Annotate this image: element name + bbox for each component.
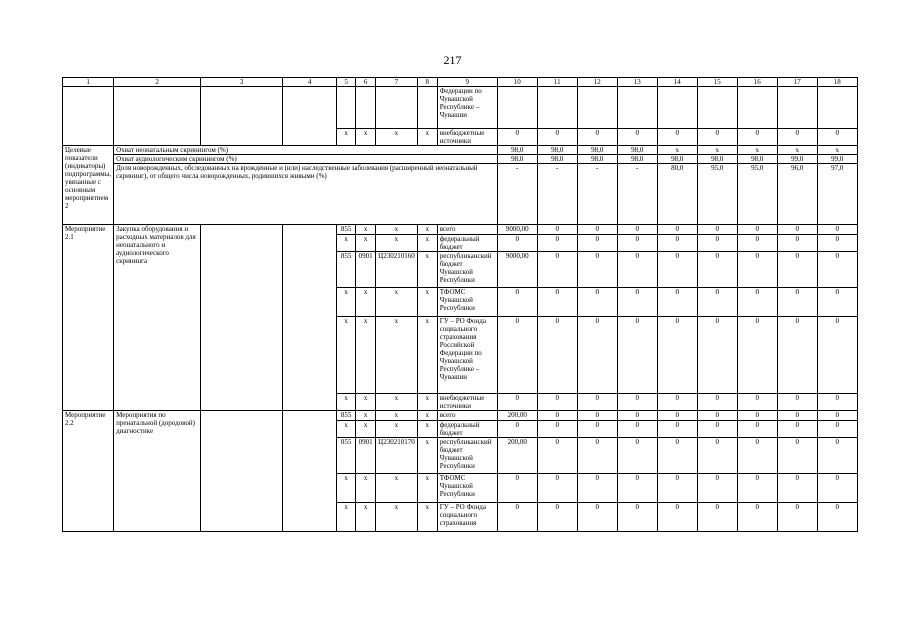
value-cell: 0 [697,503,737,532]
value-cell: 0 [537,129,577,146]
table-cell [283,87,337,146]
table-row [63,87,858,129]
value-cell: x [657,146,697,155]
value-cell: 0 [737,252,777,288]
value-cell: x [376,129,418,146]
value-cell: 0 [777,129,817,146]
header-row [63,78,858,87]
value-cell: 0 [817,225,857,235]
value-cell: 0 [777,474,817,503]
table-cell [201,87,283,146]
measure-name: Мероприятия по пренатальной (дородовой) диагностике [114,411,201,532]
value-cell: 0 [537,411,577,421]
value-cell: x [356,503,376,532]
value-cell: x [356,474,376,503]
value-cell: 0 [657,225,697,235]
measure-name: Закупка оборудования и расходных материалов для неонатального и аудиологического скрининга [114,225,201,411]
value-cell: 0 [497,474,537,503]
value-cell: x [356,288,376,317]
value-cell: 0 [617,438,657,474]
table-cell [617,87,657,129]
value-cell: x [356,129,376,146]
value-cell: x [417,421,437,438]
source-cell: ТФОМС Чувашской Республики [437,474,497,503]
column-header: 9 [437,78,497,87]
table-cell [697,87,737,129]
value-cell: 0 [497,503,537,532]
value-cell: 99,0 [777,155,817,164]
indicator-row [63,164,858,225]
value-cell: 0 [737,411,777,421]
value-cell: 0 [577,394,617,411]
value-cell: 0 [657,394,697,411]
value-cell: 855 [337,252,356,288]
source-cell: ТФОМС Чувашской Республики [437,288,497,317]
value-cell: 0 [737,129,777,146]
value-cell: 0 [577,288,617,317]
value-cell: 0 [577,503,617,532]
column-header: 18 [817,78,857,87]
table-cell [577,87,617,129]
column-header: 13 [617,78,657,87]
code-cell: Ц230210160 [376,252,418,288]
value-cell: 0 [577,474,617,503]
column-header: 12 [577,78,617,87]
table-cell [283,411,337,532]
value-cell: 95,0 [697,164,737,225]
value-cell: x [376,411,418,421]
indicator-text: Охват аудиологическим скринингом (%) [114,155,498,164]
column-header: 16 [737,78,777,87]
value-cell: 98,0 [657,155,697,164]
value-cell: 0 [777,503,817,532]
value-cell: 98,0 [737,155,777,164]
value-cell: 0 [737,394,777,411]
column-header: 1 [63,78,114,87]
value-cell: 0 [737,474,777,503]
value-cell: 9000,00 [497,252,537,288]
value-cell: 0 [537,235,577,252]
value-cell: 0 [497,394,537,411]
value-cell: x [417,411,437,421]
value-cell: x [417,288,437,317]
value-cell: 0901 [356,252,376,288]
value-cell: 0 [577,235,617,252]
column-header: 17 [777,78,817,87]
value-cell: x [356,411,376,421]
value-cell: 0 [537,252,577,288]
value-cell: 0 [697,129,737,146]
value-cell: 0 [537,317,577,394]
value-cell: x [337,421,356,438]
column-header: 7 [376,78,418,87]
value-cell: 98,0 [537,155,577,164]
value-cell: x [376,421,418,438]
value-cell: 0 [577,252,617,288]
value-cell: x [356,421,376,438]
value-cell: 855 [337,411,356,421]
table-cell [356,87,376,129]
table-cell [777,87,817,129]
value-cell: 80,0 [657,164,697,225]
value-cell: 0 [617,129,657,146]
value-cell: x [337,394,356,411]
value-cell: 0 [657,252,697,288]
table-cell [737,87,777,129]
value-cell: x [417,503,437,532]
value-cell: 98,0 [577,155,617,164]
value-cell: 0 [657,503,697,532]
value-cell: x [356,317,376,394]
value-cell: 0 [497,317,537,394]
value-cell: 855 [337,225,356,235]
value-cell: 0 [817,503,857,532]
value-cell: 0 [817,421,857,438]
value-cell: 0 [697,288,737,317]
column-header: 11 [537,78,577,87]
source-cell: Федерации по Чувашской Республике – Чувашии [437,87,497,129]
value-cell: 0 [497,129,537,146]
value-cell: x [417,225,437,235]
value-cell: 0 [657,317,697,394]
table-cell [537,87,577,129]
source-cell: внебюджетные источники [437,129,497,146]
value-cell: 0 [537,394,577,411]
value-cell: x [777,146,817,155]
value-cell: 0 [737,503,777,532]
value-cell: 0 [577,225,617,235]
value-cell: - [537,164,577,225]
value-cell: 0 [697,411,737,421]
value-cell: 0 [817,474,857,503]
value-cell: x [417,235,437,252]
value-cell: x [417,252,437,288]
value-cell: 200,00 [497,411,537,421]
value-cell: 97,0 [817,164,857,225]
value-cell: x [337,235,356,252]
source-cell: ГУ – РО Фонда социального страхования [437,503,497,532]
value-cell: 0 [497,421,537,438]
value-cell: 0 [777,317,817,394]
value-cell: 0 [657,438,697,474]
value-cell: 99,0 [817,155,857,164]
value-cell: 98,0 [497,155,537,164]
value-cell: 0 [617,394,657,411]
value-cell: x [417,317,437,394]
value-cell: x [337,317,356,394]
measure-code: Мероприятие 2.1 [63,225,114,411]
value-cell: x [376,317,418,394]
value-cell: x [817,146,857,155]
value-cell: 0 [577,421,617,438]
indicator-text: Доля новорожденных, обследованных на врожденные и (или) наследственные заболевания (расширенный неонатальный скрининг), от общего числа новорожденных, родившихся живыми (%) [114,164,498,225]
value-cell: 0 [537,421,577,438]
value-cell: 0 [777,235,817,252]
value-cell: 0 [657,474,697,503]
value-cell: 9000,00 [497,225,537,235]
source-cell: федеральный бюджет [437,235,497,252]
value-cell: 0 [577,317,617,394]
value-cell: 200,00 [497,438,537,474]
value-cell: 0 [817,438,857,474]
value-cell: 0 [737,317,777,394]
table-cell [201,225,283,411]
code-cell: Ц230210170 [376,438,418,474]
value-cell: 0 [817,235,857,252]
value-cell: 0 [617,421,657,438]
value-cell: x [356,235,376,252]
value-cell: 98,0 [617,146,657,155]
value-cell: 0 [537,503,577,532]
indicator-label: Целевые показатели (индикаторы) подпрограммы, увязанные с основным мероприятием 2 [63,146,114,225]
column-header: 6 [356,78,376,87]
value-cell: 0 [697,317,737,394]
value-cell: 0 [817,129,857,146]
value-cell: 0 [697,235,737,252]
value-cell: 0 [657,129,697,146]
value-cell: 0 [657,235,697,252]
table-cell [283,225,337,411]
column-header: 3 [201,78,283,87]
value-cell: 98,0 [497,146,537,155]
source-cell: республиканский бюджет Чувашской Республики [437,252,497,288]
source-cell: ГУ – РО Фонда социального страхования Российской Федерации по Чувашской Республике – Чувашии [437,317,497,394]
value-cell: x [376,288,418,317]
value-cell: 98,0 [577,146,617,155]
value-cell: 0 [737,235,777,252]
value-cell: x [337,503,356,532]
value-cell: 855 [337,438,356,474]
column-header: 10 [497,78,537,87]
value-cell: 0 [777,225,817,235]
value-cell: 0 [817,252,857,288]
source-cell: федеральный бюджет [437,421,497,438]
value-cell: 0 [737,288,777,317]
value-cell: 0 [697,474,737,503]
value-cell: 0 [617,252,657,288]
value-cell: x [417,438,437,474]
table-cell [497,87,537,129]
value-cell: 0 [497,235,537,252]
source-cell: всего [437,411,497,421]
value-cell: 95,0 [737,164,777,225]
value-cell: 0 [777,252,817,288]
value-cell: 0 [617,288,657,317]
value-cell: x [376,474,418,503]
value-cell: - [497,164,537,225]
value-cell: 98,0 [617,155,657,164]
table-cell [817,87,857,129]
table-cell [63,87,114,146]
value-cell: x [356,225,376,235]
table-cell [376,87,418,129]
value-cell: 0 [697,252,737,288]
column-header: 15 [697,78,737,87]
source-cell: республиканский бюджет Чувашской Республики [437,438,497,474]
value-cell: 98,0 [697,155,737,164]
table-cell [417,87,437,129]
value-cell: 0 [777,438,817,474]
value-cell: 0901 [356,438,376,474]
value-cell: x [737,146,777,155]
source-cell: всего [437,225,497,235]
value-cell: - [577,164,617,225]
indicator-row [63,146,858,155]
value-cell: 0 [537,225,577,235]
measure-code: Мероприятие 2.2 [63,411,114,532]
value-cell: 0 [697,394,737,411]
value-cell: 0 [617,317,657,394]
column-header: 2 [114,78,201,87]
value-cell: 0 [537,288,577,317]
value-cell: 0 [577,129,617,146]
value-cell: x [356,394,376,411]
value-cell: x [697,146,737,155]
table-cell [337,87,356,129]
value-cell: 0 [657,288,697,317]
value-cell: 0 [817,411,857,421]
column-header: 5 [337,78,356,87]
value-cell: x [337,474,356,503]
value-cell: 0 [737,225,777,235]
value-cell: x [417,474,437,503]
data-table [62,77,858,532]
value-cell: 0 [537,474,577,503]
page-number: 217 [443,53,462,67]
table-cell [114,87,201,146]
value-cell: x [337,129,356,146]
value-cell: 0 [697,225,737,235]
value-cell: x [376,235,418,252]
measure-row [63,225,858,235]
value-cell: x [376,503,418,532]
indicator-text: Охват неонатальным скринингом (%) [114,146,498,155]
value-cell: 98,0 [537,146,577,155]
column-header: 4 [283,78,337,87]
source-cell: внебюджетные источники [437,394,497,411]
value-cell: 0 [777,394,817,411]
value-cell: x [337,288,356,317]
value-cell: 0 [577,411,617,421]
table-cell [657,87,697,129]
value-cell: 0 [737,421,777,438]
value-cell: - [617,164,657,225]
table-cell [201,411,283,532]
indicator-row [63,155,858,164]
column-header: 14 [657,78,697,87]
value-cell: x [376,394,418,411]
value-cell: 96,0 [777,164,817,225]
value-cell: 0 [817,394,857,411]
value-cell: 0 [817,288,857,317]
value-cell: 0 [497,288,537,317]
value-cell: 0 [577,438,617,474]
value-cell: 0 [777,288,817,317]
value-cell: 0 [617,225,657,235]
value-cell: 0 [777,421,817,438]
value-cell: 0 [537,438,577,474]
value-cell: 0 [617,474,657,503]
column-header: 8 [417,78,437,87]
value-cell: 0 [617,503,657,532]
value-cell: 0 [617,235,657,252]
value-cell: 0 [817,317,857,394]
value-cell: x [417,394,437,411]
value-cell: 0 [737,438,777,474]
value-cell: 0 [777,411,817,421]
value-cell: 0 [697,421,737,438]
value-cell: x [376,225,418,235]
measure-row [63,411,858,421]
value-cell: 0 [697,438,737,474]
value-cell: 0 [657,421,697,438]
value-cell: 0 [617,411,657,421]
value-cell: x [417,129,437,146]
value-cell: 0 [657,411,697,421]
